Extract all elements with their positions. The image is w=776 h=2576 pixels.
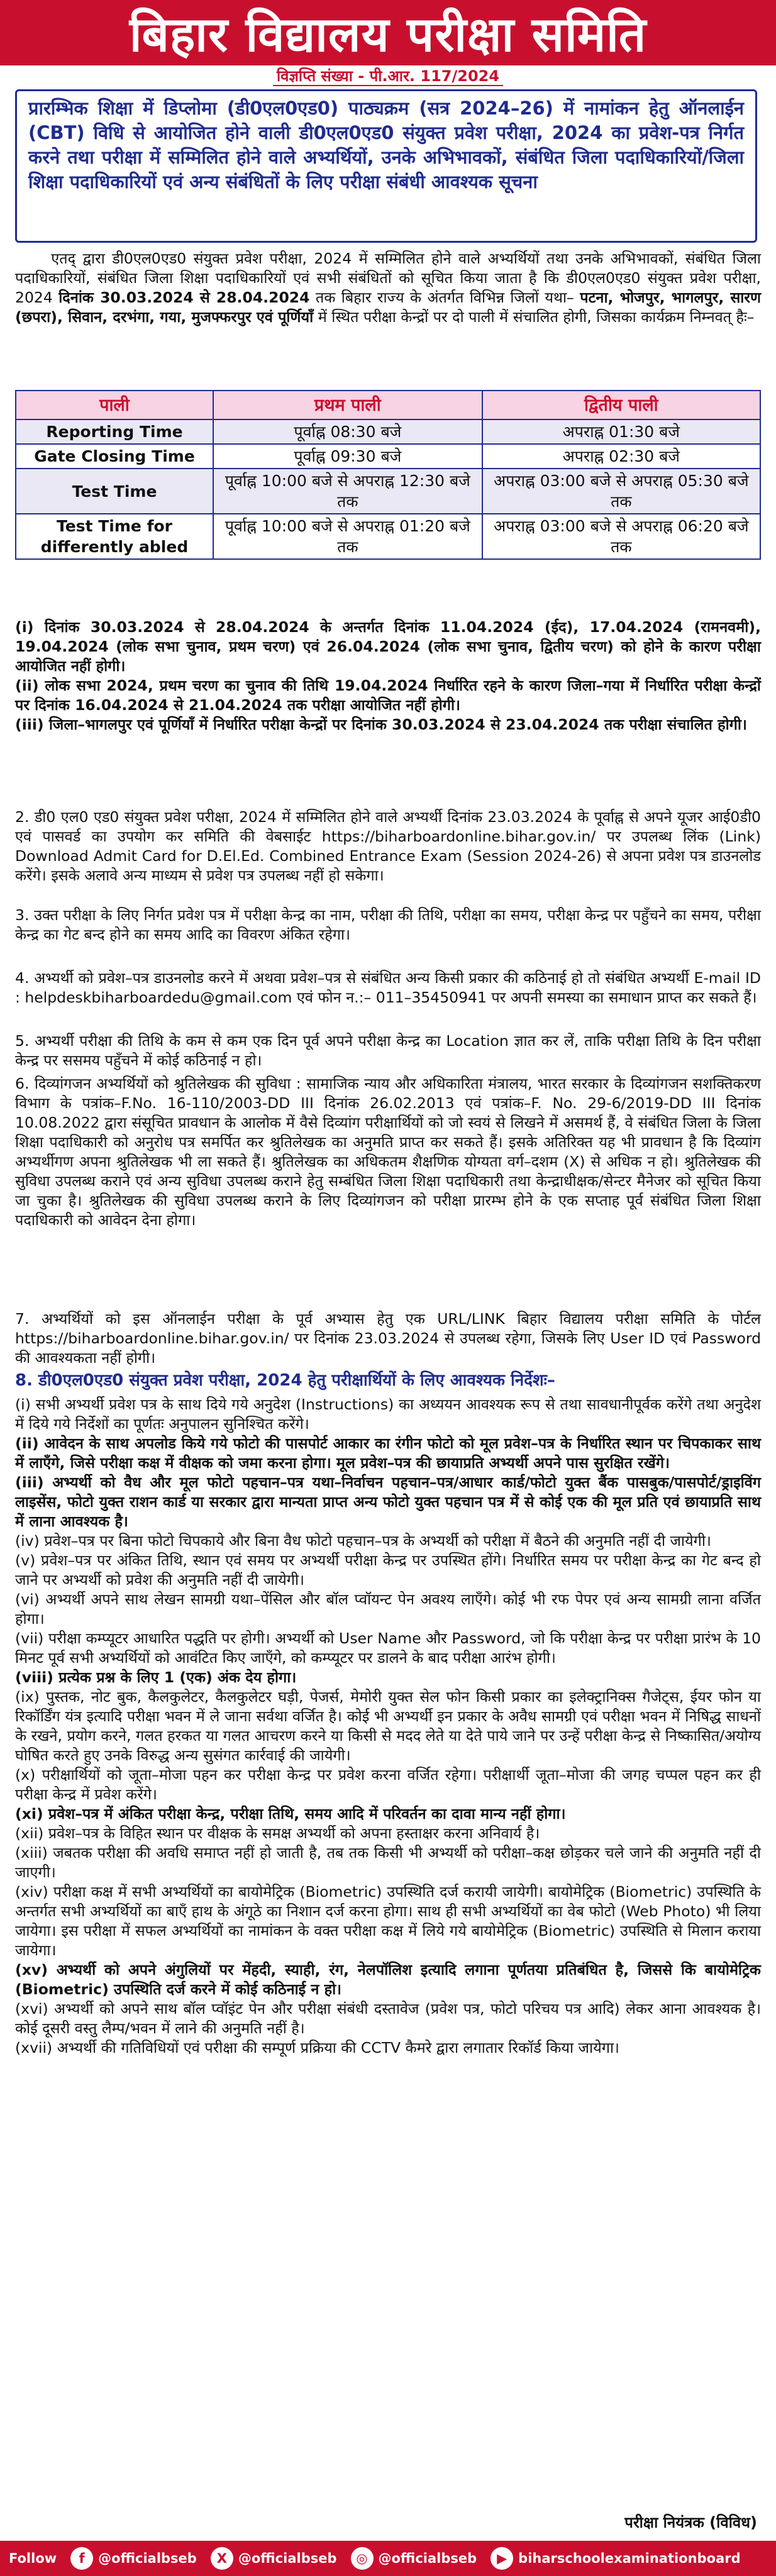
signature-block: परीक्षा नियंत्रक (विविध) [624,2514,757,2531]
table-header: पाली [16,391,213,419]
exception-item: (i) दिनांक 30.03.2024 से 28.04.2024 के अन्तर्गत दिनांक 11.04.2024 (ईद), 17.04.2024 (रामनवमी), 19.04.2024 (लोक सभा चुनाव, प्रथम चरण) एवं 26.04.2024 (लोक सभा चुनाव, द्वितीय चरण) को होने के कारण परीक्षा आयोजित नहीं होगी। [15,618,761,675]
list-item: (xiii) जबतक परीक्षा की अवधि समाप्त नहीं हो जाती है, तब तक किसी भी अभ्यर्थी को परीक्षा–कक्ष छोड़कर चले जाने की अनुमति नहीं दी जाएगी। [15,1844,761,1881]
list-item: (iii) अभ्यर्थी को वैध और मूल फोटो पहचान–पत्र यथा–निर्वाचन पहचान–पत्र/आधार कार्ड/फोटो युक्त बैंक पासबुक/पासपोर्ट/ड्राइविंग लाइसेंस, फोटो युक्त राशन कार्ड या सरकार द्वारा मान्यता प्राप्त अन्य फोटो युक्त पहचान पत्र में से कोई एक की मूल प्रति एवं छायाप्रति साथ में लाना आवश्यक है। [15,1474,761,1530]
list-item: (xvii) अभ्यर्थी की गतिविधियों एवं परीक्षा की सम्पूर्ण प्रक्रिया की CCTV कैमरे द्वारा लगातार रिकॉर्ड किया जायेगा। [15,2039,619,2057]
table-cell: अपराह्न 02:30 बजे [482,444,760,469]
table-cell: पूर्वाह्न 09:30 बजे [213,444,482,469]
social-link-x[interactable]: X @officialbseb [211,2547,337,2570]
x-icon: X [211,2547,233,2570]
exam-dates: दिनांक 30.03.2024 से 28.04.2024 [58,289,310,306]
list-item: (xii) प्रवेश–पत्र के विहित स्थान पर वीक्षक के समक्ष अभ्यर्थी को अपना हस्ताक्षर करना अनिवार्य है। [15,1824,540,1842]
list-item: (viii) प्रत्येक प्रश्न के लिए 1 (एक) अंक देय होगा। [15,1668,297,1686]
row-label: Reporting Time [16,419,213,444]
notice-number: विज्ञप्ति संख्या - पी.आर. 117/2024 [0,65,776,87]
list-item: (xv) अभ्यर्थी को अपने अंगुलियों पर मेंहदी, स्याही, रंग, नेलपॉलिश इत्यादि लगाना पूर्णतया प्रतिबंधित है, जिससे कि बायोमेट्रिक (Biometric) उपस्थिति दर्ज करने में कोई कठिनाई न हो। [15,1961,761,1998]
table-cell: अपराह्न 03:00 बजे से अपराह्न 06:20 बजे तक [482,514,760,559]
point-4: 4. अभ्यर्थी को प्रवेश–पत्र डाउनलोड करने में अथवा प्रवेश–पत्र से संबंधित अन्य किसी प्रकार की कठिनाई हो तो संबंधित अभ्यर्थी E-mail ID : helpdeskbiharboardedu@gmail.com एवं फोन न.:– 011–35450941 पर अपनी समस्या का समाधान प्राप्त कर सकते हैं। [15,969,761,1006]
list-item: (vi) अभ्यर्थी अपने साथ लेखन सामग्री यथा–पेंसिल और बॉल प्वॉयन्ट पेन अवश्य लाएँगे। कोई भी रफ पेपर एवं अन्य सामग्री लाना वर्जित होगा। [15,1591,761,1628]
table-row [16,419,760,444]
masthead [0,0,776,65]
point-6: 6. दिव्यांगजन अभ्यर्थियों को श्रुतिलेखक की सुविधा : सामाजिक न्याय और अधिकारिता मंत्रालय, भारत सरकार के दिव्यांगजन सशक्तिकरण विभाग के पत्रांक–F.No. 16-110/2003-DD III दिनांक 26.02.2013 एवं पत्रांक–F. No. 29-6/2019-DD III दिनांक 10.08.2022 द्वारा संसूचित प्रावधान के आलोक में वैसे दिव्यांग परीक्षार्थियों को जो स्वयं से लिखने में असमर्थ हैं, वे संबंधित जिला के जिला शिक्षा पदाधिकारी को अनुरोध पत्र समर्पित कर श्रुतिलेखक का अनुमति प्राप्त कर सकते हैं। इसके अतिरिक्त यह भी प्रावधान है कि दिव्यांग अभ्यर्थीगण अपना श्रुतिलेखक भी ला सकते हैं। श्रुतिलेखक का अधिकतम शैक्षणिक योग्यता वर्ग–दशम (X) से अधिक न हो। श्रुतिलेखक की सुविधा उपलब्ध कराने एवं अन्य सुविधा उपलब्ध कराने हेतु सम्बंधित जिला शिक्षा पदाधिकारी तथा केन्द्राधीक्षक/सेन्टर मैनेजर को सूचित किया जा चुका है। श्रुतिलेखक की सुविधा उपलब्ध कराने के लिए दिव्यांगजन को परीक्षा प्रारम्भ होने के एक सप्ताह पूर्व संबंधित जिला शिक्षा पदाधिकारी को आवेदन देना होगा। [15,1075,761,1229]
intro-box: प्रारम्भिक शिक्षा में डिप्लोमा (डी0एल0एड0) पाठ्यक्रम (सत्र 2024–26) में नामांकन हेतु ऑनलाईन (CBT) विधि से आयोजित होने वाली डी0एल0एड0 संयुक्त प्रवेश परीक्षा, 2024 का प्रवेश-पत्र निर्गत करने तथा परीक्षा में सम्मिलित होने वाले अभ्यर्थियों, उनके अभिभावकों, संबंधित जिला पदाधिकारियों/जिला शिक्षा पदाधिकारियों एवं अन्य संबंधितों के लिए परीक्षा संबंधी आवश्यक सूचना [15,89,757,243]
instagram-icon: ◎ [351,2547,374,2570]
list-item: (vii) परीक्षा कम्प्यूटर आधारित पद्धति पर होगी। अभ्यर्थी को User Name और Password, जो कि परीक्षा केन्द्र पर परीक्षा प्रारंभ के 10 मिनट पूर्व सभी अभ्यर्थियों को आवंटित किए जाएँगे, को कम्प्यूटर पर डालने के बाद परीक्षा आरंभ होगी। [15,1629,761,1667]
table-cell: पूर्वाह्न 08:30 बजे [213,419,482,444]
exception-list [15,618,761,735]
social-link-instagram[interactable]: ◎ @officialbseb [351,2547,477,2570]
list-item: (xvi) अभ्यर्थी को अपने साथ बॉल प्वॉइंट पेन और परीक्षा संबंधी दस्तावेज (प्रवेश पत्र, फोटो परिचय पत्र आदि) लेकर आना आवश्यक है। कोई दूसरी वस्तु लैम्प/भवन में लाने की अनुमति नहीं है। [15,2000,761,2037]
list-item: (i) सभी अभ्यर्थी प्रवेश पत्र के साथ दिये गये अनुदेश (Instructions) का अध्ययन आवश्यक रूप से तथा सावधानीपूर्वक करेंगे तथा अनुदेश में दिये गये निर्देशों का पूर्णतः अनुपालन सुनिश्चित करेंगे। [15,1396,761,1433]
district-list: पटना, भोजपुर, भागलपुर, सारण (छपरा), सिवान, दरभंगा, गया, मुजफ्फरपुर एवं पूर्णियाँ [15,289,761,326]
instructions-heading: 8. डी0एल0एड0 संयुक्त प्रवेश परीक्षा, 2024 हेतु परीक्षार्थियों के लिए आवश्यक निर्देशः– [15,1371,555,1390]
facebook-icon: f [70,2547,93,2570]
point-2: 2. डी0 एल0 एड0 संयुक्त प्रवेश परीक्षा, 2024 में सम्मिलित होने वाले अभ्यर्थी दिनांक 23.03.2024 के पूर्वाह्न से अपने यूजर आई0डी0 एवं पासवर्ड का उपयोग कर समिति की वेबसाईट https://biharboardonline.bihar.gov.in/ पर उपलब्ध लिंक (Link) Download Admit Card for D.El.Ed. Combined Entrance Exam (Session 2024-26) से अपना प्रवेश पत्र डाउनलोड करेंगे। इसके अलावे अन्य माध्यम से प्रवेश पत्र उपलब्ध नहीं हो सकेगा। [15,808,761,884]
table-cell: पूर्वाह्न 10:00 बजे से अपराह्न 01:20 बजे तक [213,514,482,559]
point-7: 7. अभ्यर्थियों को इस ऑनलाईन परीक्षा के पूर्व अभ्यास हेतु एक URL/LINK बिहार विद्यालय परीक्षा समिति के पोर्टल https://biharboardonline.bihar.gov.in/ पर दिनांक 23.03.2024 से उपलब्ध रहेगा, जिसके लिए User ID एवं Password की आवश्यकता नहीं होगी। [15,1310,761,1367]
social-link-youtube[interactable]: ▶ biharschoolexaminationboard [491,2547,740,2570]
table-cell: अपराह्न 03:00 बजे से अपराह्न 05:30 बजे तक [482,469,760,514]
list-item: (x) परीक्षार्थियों को जूता–मोजा पहन कर परीक्षा केन्द्र पर प्रवेश करना वर्जित रहेगा। परीक्षार्थी जूता–मोजा की जगह चप्पल पहन कर ही परीक्षा केन्द्र में प्रवेश करेंगे। [15,1766,761,1803]
table-cell: अपराह्न 01:30 बजे [482,419,760,444]
shift-schedule-table [15,390,761,560]
table-row [16,514,760,559]
point-3: 3. उक्त परीक्षा के लिए निर्गत प्रवेश पत्र में परीक्षा केन्द्र का नाम, परीक्षा की तिथि, परीक्षा का समय, परीक्षा केन्द्र पर पहुँचने का समय, परीक्षा केन्द्र का गेट बन्द होने का समय आदि का विवरण अंकित रहेगा। [15,906,761,943]
point-5: 5. अभ्यर्थी परीक्षा की तिथि के कम से कम एक दिन पूर्व अपने परीक्षा केन्द्र का Location ज्ञात कर लें, ताकि परीक्षा तिथि के दिन परीक्षा केन्द्र पर ससमय पहुँचने में कोई कठिनाई न हो। [15,1032,761,1069]
list-item: (xiv) परीक्षा कक्ष में सभी अभ्यर्थियों का बायोमेट्रिक (Biometric) उपस्थिति दर्ज करायी जायेगी। बायोमेट्रिक (Biometric) उपस्थिति के अन्तर्गत सभी अभ्यर्थियों का बाएँ हाथ के अंगूठे का निशान दर्ज करना होगा। साथ ही सभी अभ्यर्थियों का वेब फोटो (Web Photo) भी लिया जायेगा। इस परीक्षा में सफल अभ्यर्थियों का नामांकन के वक्त परीक्षा कक्ष में लिये गये बायोमेट्रिक (Biometric) उपस्थिति से मिलान कराया जायेगा। [15,1883,761,1959]
list-item: (ix) पुस्तक, नोट बुक, कैलकुलेटर, कैलकुलेटर घड़ी, पेजर्स, मेमोरी युक्त सेल फोन किसी प्रकार का इलेक्ट्रानिक्स गैजेट्स, ईयर फोन या रिकॉर्डिंग यंत्र इत्यादि परीक्षा भवन में ले जाना सर्वथा वर्जित है। कोई भी अभ्यर्थी इन प्रकार के अवैध सामग्री एवं परीक्षा भवन में निषिद्ध साधनों के रखने, प्रयोग करने, गलत हरकत या गलत आचरण करने या किसी से मदद लेते या देते पाये जाने पर उन्हें परीक्षा केन्द्र से निष्कासित/अयोग्य घोषित करते हुए उनके विरुद्ध अन्य सुसंगत कार्रवाई की जायेगी। [15,1688,761,1764]
table-header: द्वितीय पाली [482,391,760,419]
row-label: Gate Closing Time [16,444,213,469]
list-item: (ii) आवेदन के साथ अपलोड किये गये फोटो की पासपोर्ट आकार का रंगीन फोटो को मूल प्रवेश–पत्र के निर्धारित स्थान पर चिपकाकर साथ में लाएँगे, जिसे परीक्षा कक्ष में वीक्षक को जमा करना होगा। मूल प्रवेश–पत्र की छायाप्रति अभ्यर्थी अपने पास सुरक्षित रखेंगे। [15,1435,761,1472]
row-label: Test Time [16,469,213,514]
exception-item: (iii) जिला–भागलपुर एवं पूर्णियाँ में निर्धारित परीक्षा केन्द्रों पर दिनांक 30.03.2024 से 23.04.2024 तक परीक्षा संचालित होगी। [15,716,747,733]
instruction-list [15,1395,761,2058]
table-header-row [16,391,760,419]
social-footer [0,2541,776,2576]
organization-title: बिहार विद्यालय परीक्षा समिति [129,6,647,62]
list-item: (v) प्रवेश–पत्र पर अंकित तिथि, स्थान एवं समय पर अभ्यर्थी परीक्षा केन्द्र पर उपस्थित होंगे। निर्धारित समय पर परीक्षा केन्द्र का गेट बन्द हो जाने पर अभ्यर्थी को प्रवेश की अनुमति नहीं दी जायेगी। [15,1552,761,1589]
table-row [16,444,760,469]
follow-label: Follow [9,2551,57,2566]
table-row [16,469,760,514]
youtube-icon: ▶ [491,2547,513,2570]
row-label: Test Time for differently abled [16,514,213,559]
table-cell: पूर्वाह्न 10:00 बजे से अपराह्न 12:30 बजे तक [213,469,482,514]
list-item: (iv) प्रवेश–पत्र पर बिना फोटो चिपकाये और बिना वैध फोटो पहचान–पत्र के अभ्यर्थी को परीक्षा में बैठने की अनुमति नहीं दी जायेगी। [15,1532,711,1550]
social-link-facebook[interactable]: f @officialbseb [70,2547,197,2570]
exception-item: (ii) लोक सभा 2024, प्रथम चरण का चुनाव की तिथि 19.04.2024 निर्धारित रहने के कारण जिला–गया में निर्धारित परीक्षा केन्द्रों पर दिनांक 16.04.2024 से 21.04.2024 तक परीक्षा आयोजित नहीं होगी। [15,677,761,714]
table-header: प्रथम पाली [213,391,482,419]
opening-paragraph: एतद् द्वारा डी0एल0एड0 संयुक्त प्रवेश परीक्षा, 2024 में सम्मिलित होने वाले अभ्यर्थियों तथा उनके अभिभावकों, संबंधित जिला पदाधिकारियों, संबंधित जिला शिक्षा पदाधिकारियों एवं सभी संबंधितों को सूचित किया जाता है कि डी0एल0एड0 संयुक्त प्रवेश परीक्षा, 2024 दिनांक 30.03.2024 से 28.04.2024 तक बिहार राज्य के अंतर्गत विभिन्न जिलों यथा– पटना, भोजपुर, भागलपुर, सारण (छपरा), सिवान, दरभंगा, गया, मुजफ्फरपुर एवं पूर्णियाँ में स्थित परीक्षा केन्द्रों पर दो पाली में संचालित होगी, जिसका कार्यक्रम निम्नवत् हैः– [15,250,761,326]
list-item: (xi) प्रवेश–पत्र में अंकित परीक्षा केन्द्र, परीक्षा तिथि, समय आदि में परिवर्तन का दावा मान्य नहीं होगा। [15,1805,566,1823]
